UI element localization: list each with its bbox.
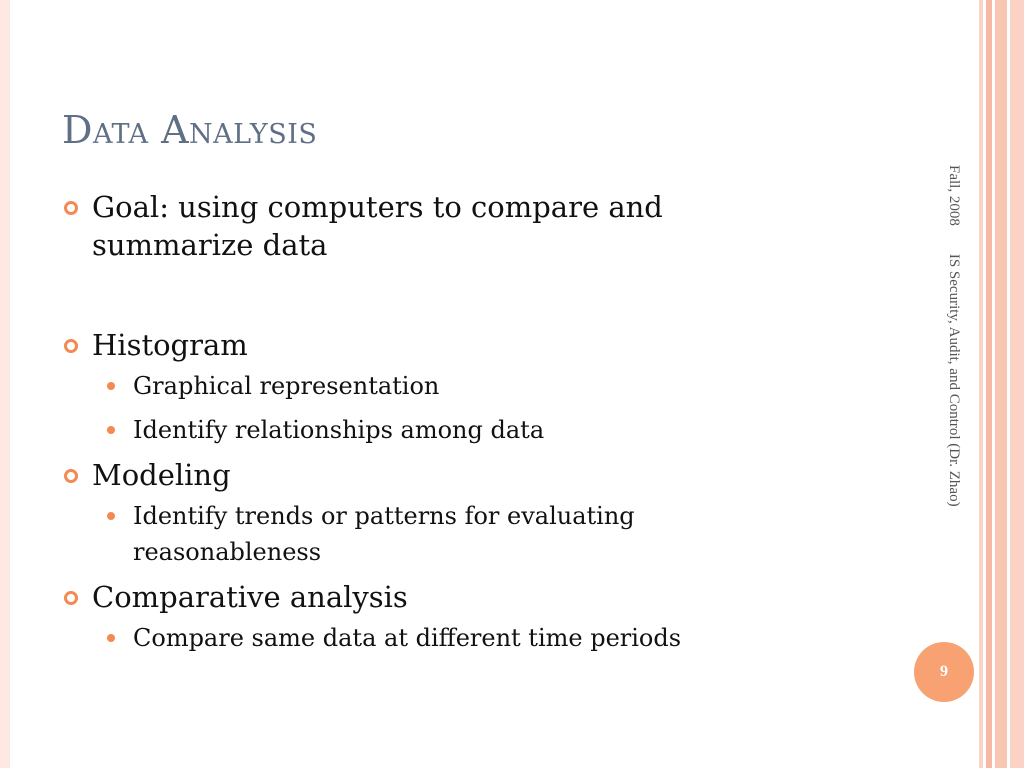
bullet-text: summarize data [92, 228, 328, 262]
footer-course: IS Security, Audit, and Control (Dr. Zhao) [946, 253, 962, 507]
bullet-text: Modeling [92, 458, 231, 492]
bullet-goal [60, 188, 760, 264]
page-number: 9 [940, 663, 948, 680]
circle-bullet-icon [64, 591, 78, 605]
left-border [0, 0, 10, 768]
vertical-footer [945, 165, 962, 507]
circle-bullet-icon [64, 339, 78, 353]
bullet-modeling [60, 456, 760, 494]
footer-date: Fall, 2008 [946, 165, 962, 226]
sub-bullet-text: Graphical representation [133, 372, 440, 400]
decorative-stripe [1010, 0, 1024, 768]
sub-bullet-text: Identify relationships among data [133, 416, 545, 444]
bullet-list [60, 188, 760, 656]
bullet-comparative-analysis [60, 578, 760, 616]
sub-bullet [60, 620, 760, 656]
sub-bullet-text: Compare same data at different time periods [133, 624, 682, 652]
sub-bullet [60, 412, 760, 448]
slide-title: Data Analysis [62, 108, 318, 152]
dot-bullet-icon [107, 512, 115, 520]
page-number-badge [914, 642, 974, 702]
decorative-stripe [995, 0, 1007, 768]
bullet-histogram [60, 326, 760, 364]
sub-bullet-text: reasonableness [133, 538, 322, 566]
sub-bullet [60, 498, 760, 570]
sub-bullet [60, 368, 760, 404]
circle-bullet-icon [64, 201, 78, 215]
dot-bullet-icon [107, 634, 115, 642]
dot-bullet-icon [107, 382, 115, 390]
bullet-text: Goal: using computers to compare and [92, 190, 663, 224]
bullet-text: Histogram [92, 328, 248, 362]
circle-bullet-icon [64, 469, 78, 483]
bullet-text: Comparative analysis [92, 580, 408, 614]
sub-bullet-text: Identify trends or patterns for evaluating [133, 502, 635, 530]
dot-bullet-icon [107, 426, 115, 434]
